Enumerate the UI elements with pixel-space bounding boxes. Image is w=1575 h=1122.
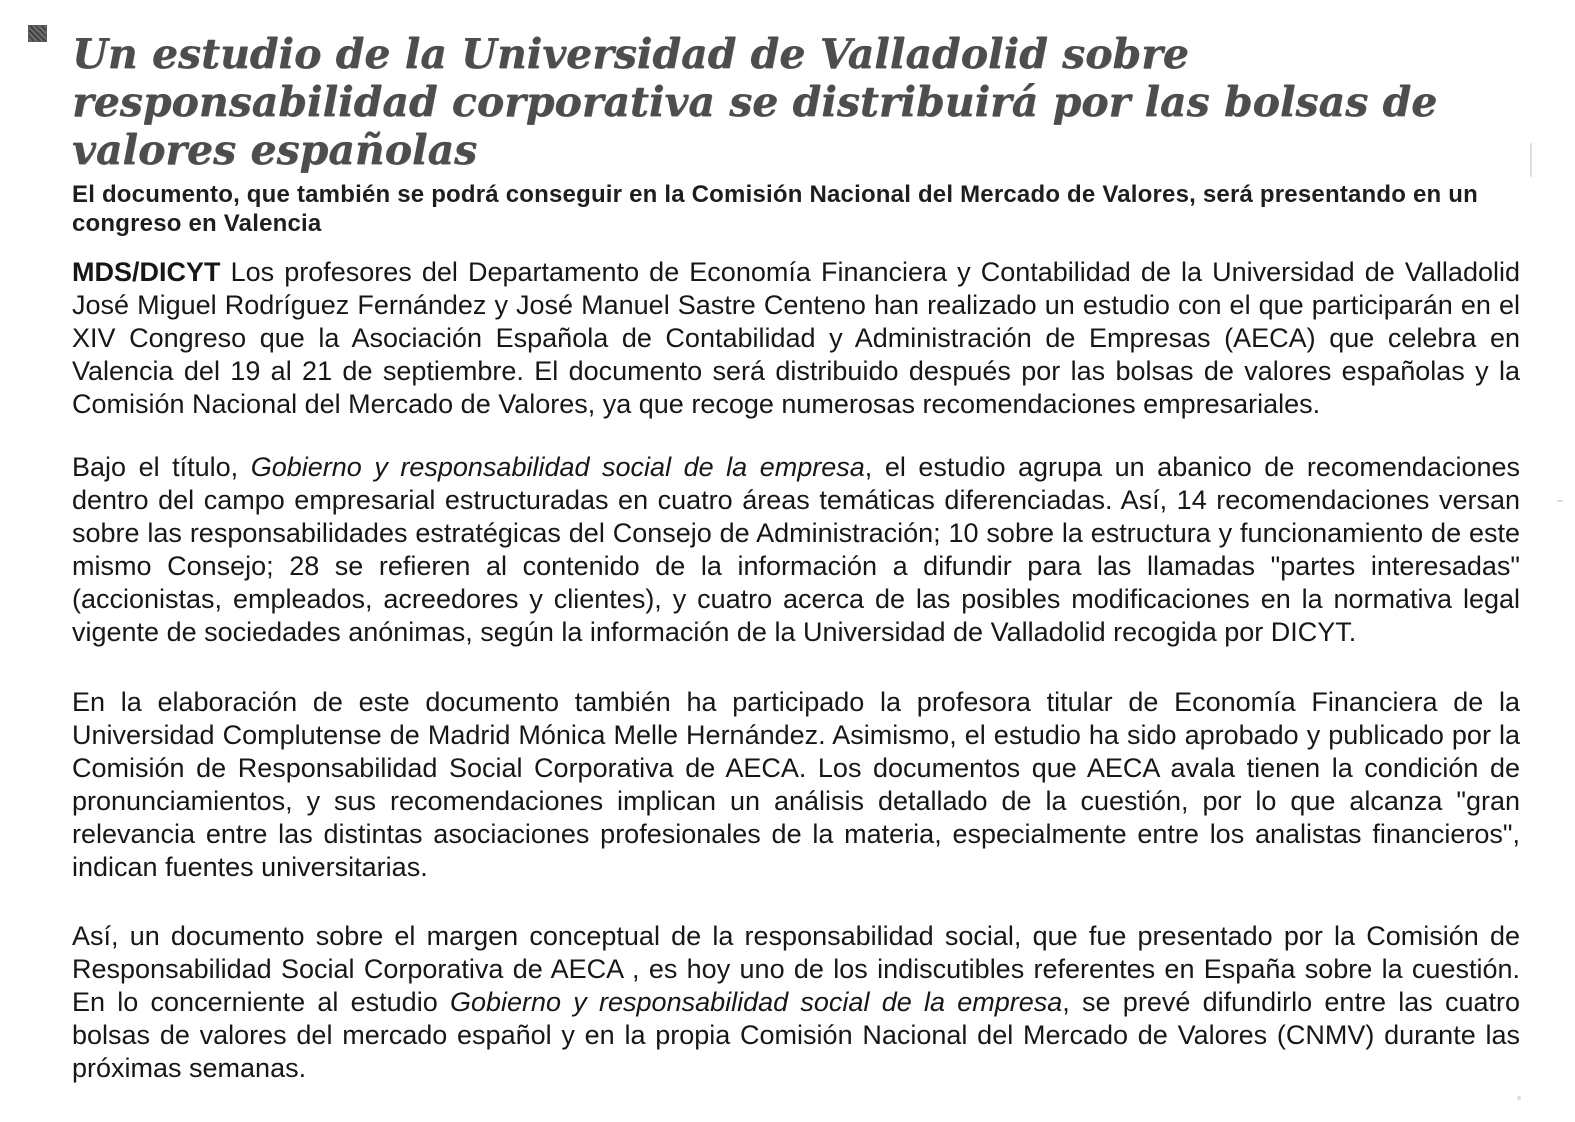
paragraph-4-text-a: Así, un documento sobre el margen conceptual de la responsabilidad social, que fue presentado por la Comisión de Responsabilidad Social Corporativa de AECA , es hoy uno de los indiscutibles referentes en España sobre la cuestión. En lo concerniente al estudio xyxy=(72,921,1520,1017)
article-title xyxy=(72,30,1520,174)
paragraph-2-text-b: , el estudio agrupa un abanico de recomendaciones dentro del campo empresarial estructuradas en cuatro áreas temáticas diferenciadas. Así, 14 recomendaciones versan sobre las responsabilidades estratégicas del Consejo de Administración; 10 sobre la estructura y funcionamiento de este mismo Consejo; 28 se refieren al contenido de la información a difundir para las llamadas "partes interesadas" (accionistas, empleados, acreedores y clientes), y cuatro acerca de las posibles modificaciones en la normativa legal vigente de sociedades anónimas, según la información de la Universidad de Valladolid recogida por DICYT. xyxy=(72,452,1520,647)
paragraph-2-text-a: Bajo el título, xyxy=(72,452,251,482)
article-paragraph-4 xyxy=(72,920,1520,1085)
article-subtitle: El documento, que también se podrá conseguir en la Comisión Nacional del Mercado de Valores, será presentando en un congreso en Valencia xyxy=(72,181,1478,237)
article-content xyxy=(72,0,1520,1085)
study-title-italic: Gobierno y responsabilidad social de la empresa xyxy=(250,452,865,482)
study-title-italic-2: Gobierno y responsabilidad social de la empresa xyxy=(449,987,1063,1017)
scan-artifact xyxy=(1517,1096,1521,1100)
scan-artifact xyxy=(1557,500,1563,502)
scan-artifact xyxy=(1530,143,1532,177)
square-bullet-icon xyxy=(28,25,47,42)
article-paragraph-2 xyxy=(72,451,1520,649)
paragraph-3-text: En la elaboración de este documento también ha participado la profesora titular de Economía Financiera de la Universidad Complutense de Madrid Mónica Melle Hernández. Asimismo, el estudio ha sido aprobado y publicado por la Comisión de Responsabilidad Social Corporativa de AECA. Los documentos que AECA avala tienen la condición de pronunciamientos, y sus recomendaciones implican un análisis detallado de la cuestión, por lo que alcanza "gran relevancia entre las distintas asociaciones profesionales de la materia, especialmente entre los analistas financieros", indican fuentes universitarias. xyxy=(72,687,1520,882)
paragraph-4-text-b: , se prevé difundirlo entre las cuatro bolsas de valores del mercado español y en la propia Comisión Nacional del Mercado de Valores (CNMV) durante las próximas semanas. xyxy=(72,987,1521,1083)
article-title-line-2: responsabilidad corporativa se distribuirá por las bolsas de xyxy=(72,78,1438,126)
paragraph-1-text: Los profesores del Departamento de Economía Financiera y Contabilidad de la Universidad de Valladolid José Miguel Rodríguez Fernández y José Manuel Sastre Centeno han realizado un estudio con el que participarán en el XIV Congreso que la Asociación Española de Contabilidad y Administración de Empresas (AECA) que celebra en Valencia del 19 al 21 de septiembre. El documento será distribuido después por las bolsas de valores españolas y la Comisión Nacional del Mercado de Valores, ya que recoge numerosas recomendaciones empresariales. xyxy=(72,257,1520,419)
source-agency-label: MDS/DICYT xyxy=(72,257,221,287)
article-title-line-3: valores españolas xyxy=(72,126,478,174)
article-paragraph-3 xyxy=(72,686,1520,884)
article-paragraph-1 xyxy=(72,256,1520,421)
article-title-line-1: Un estudio de la Universidad de Valladolid sobre xyxy=(72,30,1189,78)
